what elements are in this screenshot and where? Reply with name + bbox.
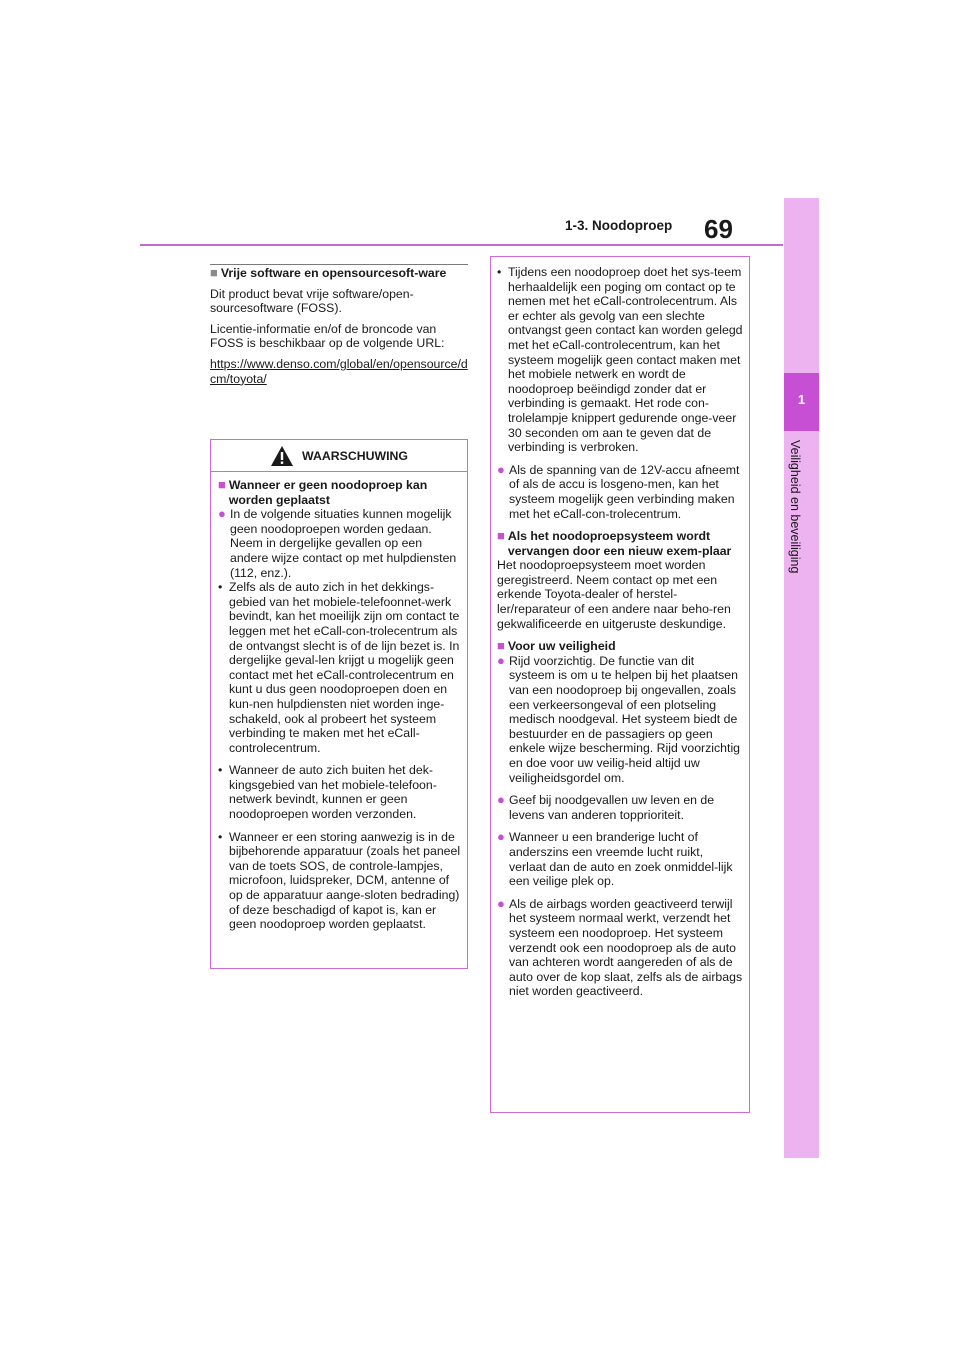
list-item: ● Als de spanning van de 12V-accu afneemt of als de accu is losgeno-men, kan het systeem mogelijk geen verbinding maken met het eCall-con-trolecentrum.	[497, 461, 740, 521]
left-column	[210, 266, 468, 392]
section-divider	[210, 264, 468, 265]
list-item: ● Wanneer u een branderige lucht of anderszins een vreemde lucht ruikt, verlaat dan de auto en zoek onmiddel-lijk een veilige plek op.	[497, 829, 733, 889]
circle-bullet-icon: ●	[497, 829, 505, 845]
square-bullet-icon: ■	[497, 638, 505, 654]
circle-bullet-icon: ●	[218, 506, 226, 522]
chapter-number: 1	[797, 392, 806, 407]
list-item: • Wanneer de auto zich buiten het dek-kingsgebied van het mobiele-telefoon-netwerk bevindt, kunnen er geen noodoproepen worden verzonden.	[218, 763, 437, 822]
circle-bullet-icon: ●	[497, 792, 505, 808]
warning-body	[211, 472, 467, 932]
replacement-paragraph: Het noodoproepsysteem moet worden geregistreerd. Neem contact op met een erkende Toyota-dealer of herstel-ler/reparateur of een andere naar beho-ren gekwalificeerde en uitgeruste deskundige.	[497, 558, 731, 631]
header-rule	[140, 244, 783, 246]
replacement-heading: ■ Als het noodoproepsysteem wordt vervangen door een nieuw exem-plaar	[497, 528, 732, 558]
square-bullet-icon: ■	[218, 477, 226, 492]
square-bullet-icon: ■	[497, 528, 505, 544]
list-item: ● Geef bij noodgevallen uw leven en de levens van anderen topprioriteit.	[497, 792, 715, 822]
dot-bullet-icon: •	[218, 829, 223, 844]
list-item: ● Rijd voorzichtig. De functie van dit systeem is om u te helpen bij het plaatsen van een noodoproep bij ongevallen, zoals een verkeersongeval of een plotseling medisch noodgeval. Het systeem biedt de bestuurder en de passagiers op geen enkele wijze bescherming. Rijd voorzichtig en doe voor uw veilig-heid altijd uw veiligheidsgordel om.	[497, 652, 741, 785]
dot-bullet-icon: •	[218, 763, 223, 778]
circle-bullet-icon: ●	[497, 895, 505, 911]
chapter-label: Veiligheid en beveiliging	[788, 440, 802, 574]
list-item: • Wanneer er een storing aanwezig is in de bijbehorende apparatuur (zoals het paneel van de toets SOS, de controle-lampjes, microfoon, luidspreker, DCM, antenne of op de apparatuur aange-sloten bedrading) of deze beschadigd of kapot is, kan er geen noodoproep worden geplaatst.	[218, 829, 461, 932]
list-item: ● In de volgende situaties kunnen mogelijk geen noodoproepen worden gedaan. Neem in dergelijke gevallen op een andere wijze contact op met hulpdiensten (112, enz.).	[218, 506, 457, 580]
dot-bullet-icon: •	[218, 580, 223, 595]
section-title: 1-3. Noodoproep	[565, 218, 673, 233]
warning-header	[211, 440, 467, 472]
page-number: 69	[704, 214, 733, 244]
list-item: • Tijdens een noodoproep doet het sys-teem herhaaldelijk een poging om contact op te nemen met het eCall-controlecentrum. Als er echter als gevolg van een slechte ontvangst geen contact kan worden gelegd met het eCall-controlecentrum, kan het systeem mogelijk geen contact maken met het mobiele netwerk en wordt de noodoproep beëindigd zonder dat er verbinding is gemaakt. Het rode con-trolelampje knippert gedurende onge-veer 30 seconden om aan te geven dat de verbinding is verbroken.	[497, 265, 743, 455]
warning-continued-box	[490, 256, 750, 1113]
foss-link[interactable]: https://www.denso.com/global/en/opensource/dcm/toyota/	[210, 356, 468, 386]
list-item: • Zelfs als de auto zich in het dekkings-gebied van het mobiele-telefoonnet-werk bevindt, kan het moeilijk zijn om contact te leggen met het eCall-con-trolecentrum als de ontvangst slecht is of de lijn bezet is. In dergelijke geval-len krijgt u mogelijk geen contact met het eCall-controlecentrum en kunt u dus geen noodoproepen doen en kun-nen hulpdiensten niet worden inge-schakeld, ook al probeert het systeem verbinding te maken met het eCall-controlecentrum.	[218, 580, 460, 755]
circle-bullet-icon: ●	[497, 461, 505, 477]
warning-box	[210, 439, 468, 969]
safety-heading: ■ Voor uw veiligheid	[497, 638, 616, 654]
foss-paragraph: Dit product bevat vrije software/open-sourcesoftware (FOSS).	[210, 286, 414, 316]
side-strip	[784, 198, 819, 1158]
foss-heading: ■ Vrije software en opensourcesoft-ware	[210, 265, 447, 280]
list-item: ● Als de airbags worden geactiveerd terwijl het systeem normaal werkt, verzendt het systeem een noodoproep. Het systeem verzendt ook een noodoproep als de auto van achteren wordt aangereden of als de auto over de kop slaat, zelfs als de airbags niet worden geactiveerd.	[497, 895, 743, 999]
warning-title: WAARSCHUWING	[302, 448, 408, 463]
square-bullet-icon: ■	[210, 265, 218, 280]
warning-heading: ■ Wanneer er geen noodoproep kan worden geplaatst	[218, 477, 428, 507]
dot-bullet-icon: •	[497, 265, 502, 279]
circle-bullet-icon: ●	[497, 652, 505, 668]
license-paragraph: Licentie-informatie en/of de broncode van FOSS is beschikbaar op de volgende URL:	[210, 321, 445, 351]
warning-triangle-icon	[270, 445, 294, 467]
